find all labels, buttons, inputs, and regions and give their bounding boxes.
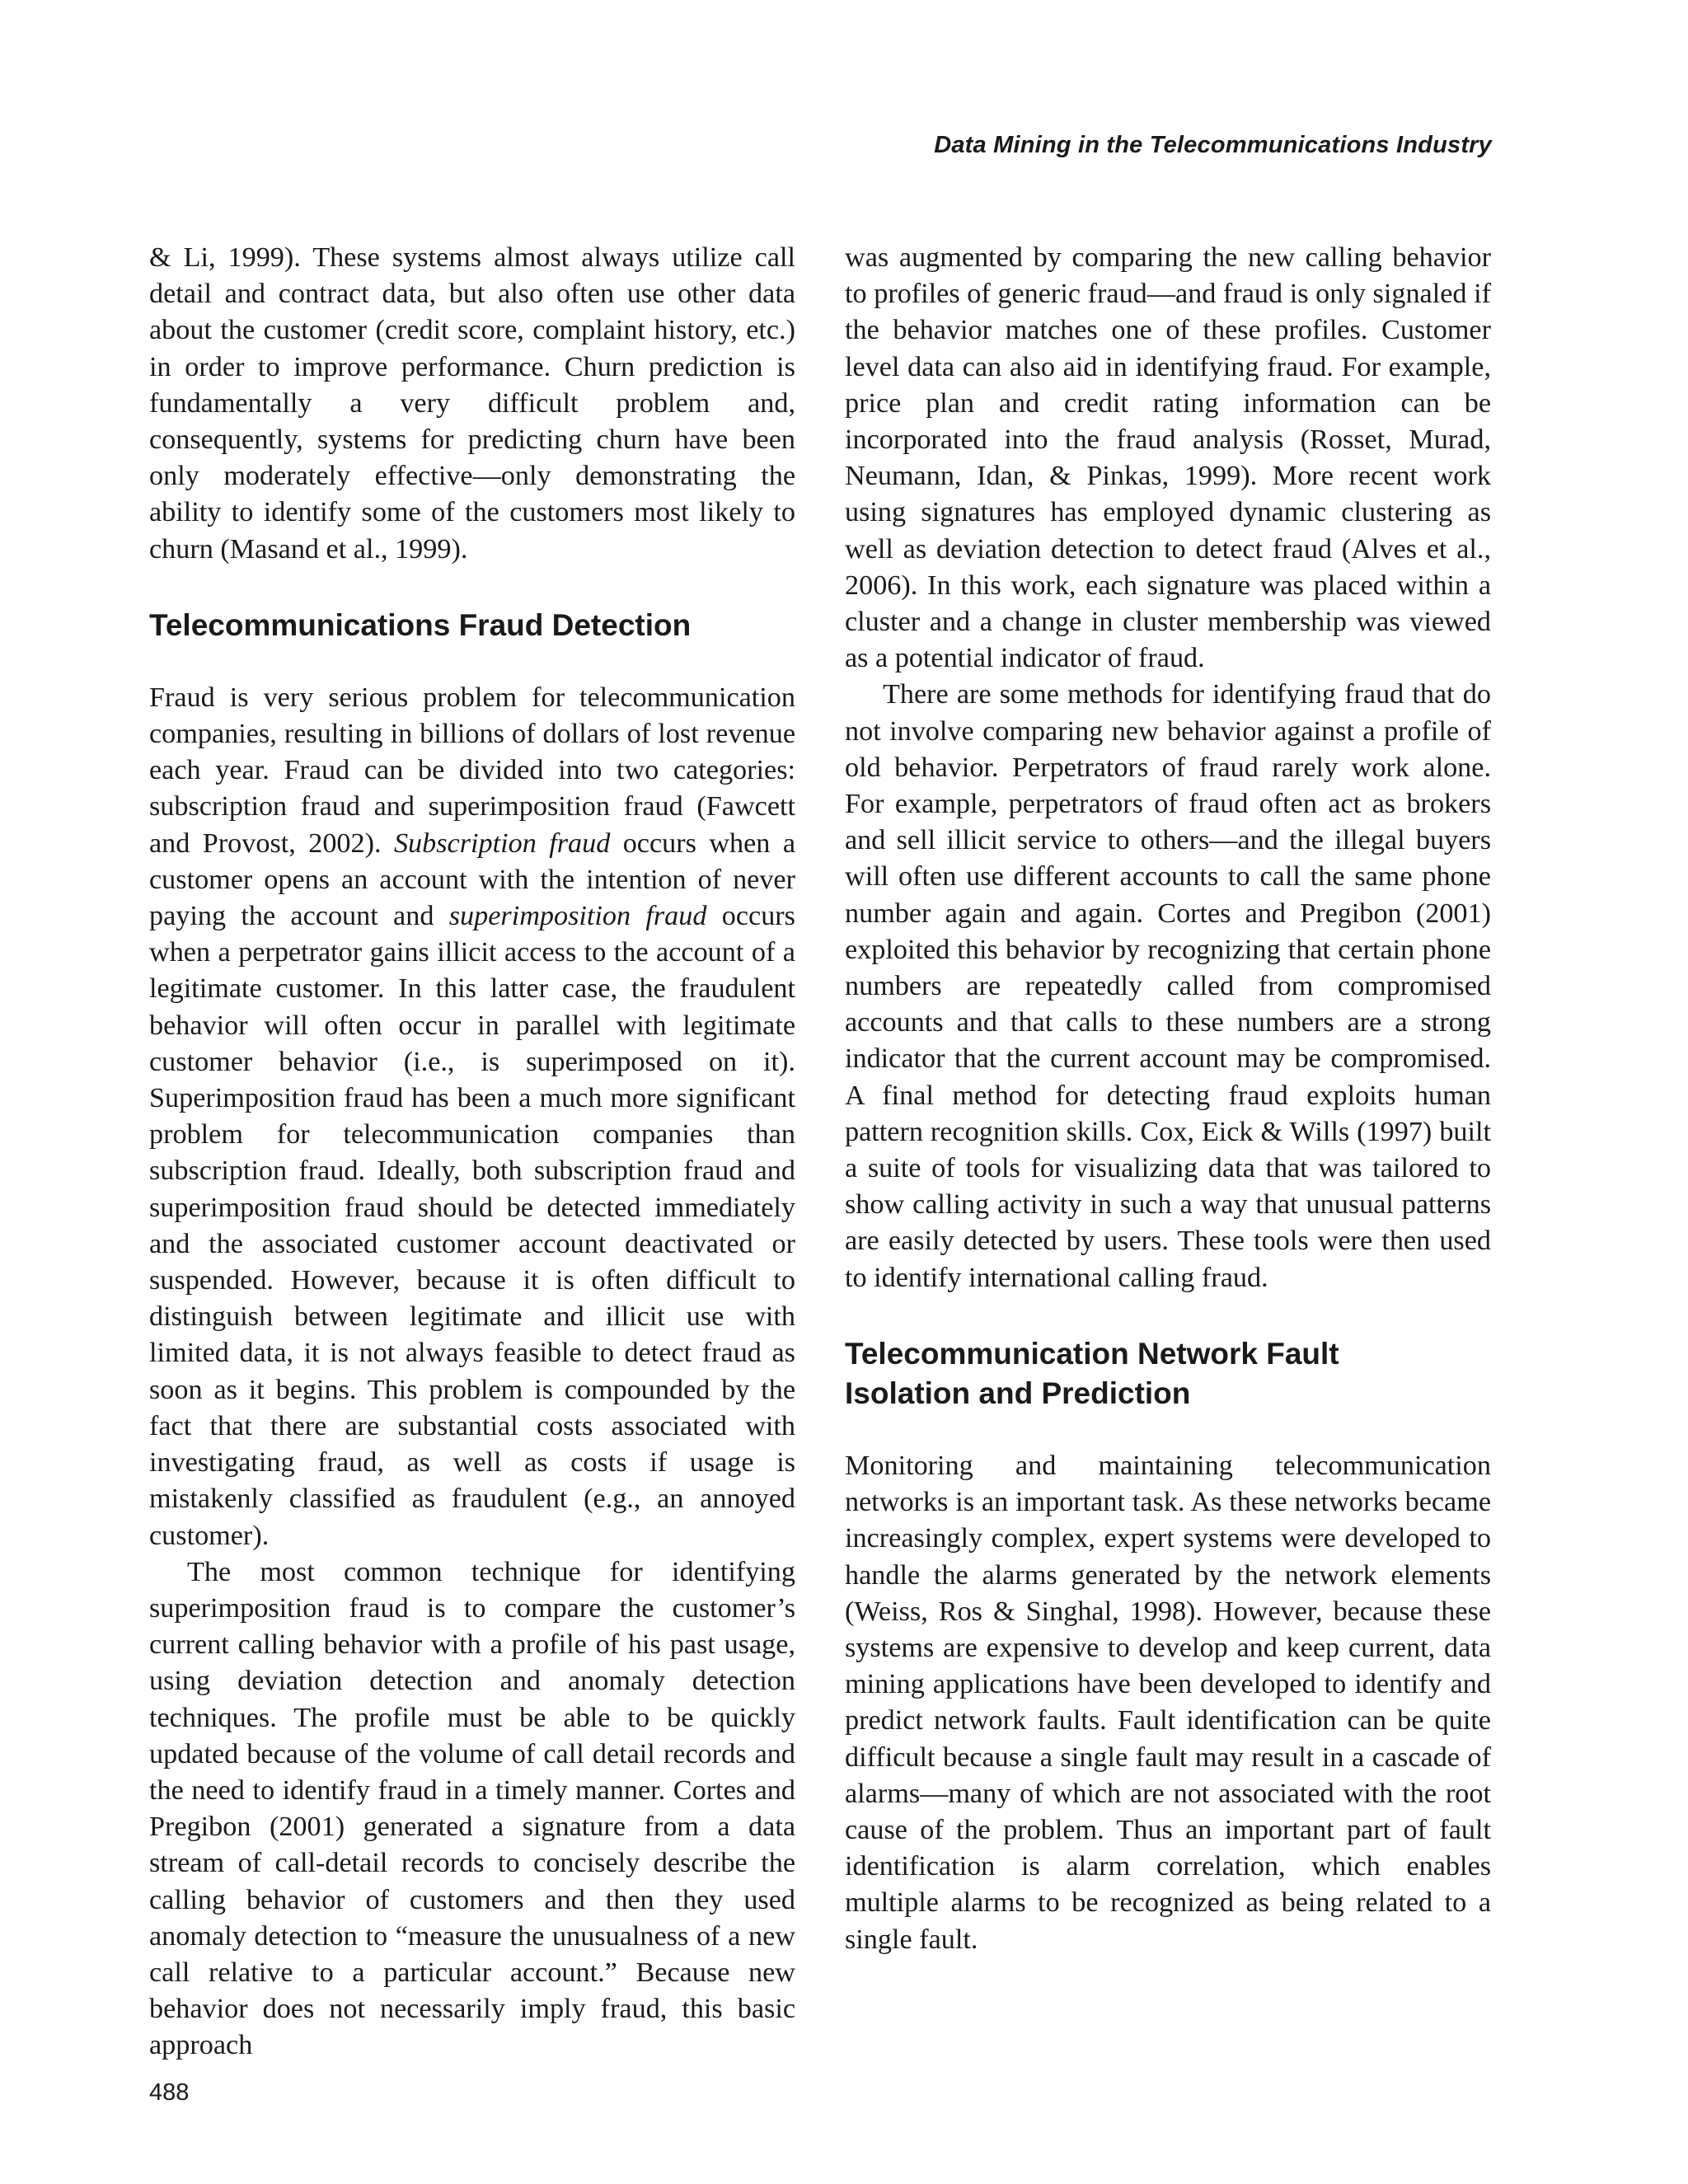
left-column bbox=[149, 240, 795, 2064]
text-span: occurs when a customer opens an account with the intention of never paying the account and bbox=[149, 827, 795, 932]
section-heading-fraud-detection: Telecommunications Fraud Detection bbox=[149, 607, 692, 642]
paragraph-augmented: was augmented by comparing the new calling behavior to profiles of generic fraud—and fraud is only signaled if the behavior matches one of these profiles. Customer level data can also aid in identifying fraud. For example, price plan and credit rating information can be incorporated into the fraud analysis (Rosset, Murad, Neumann, Idan, & Pinkas, 1999). More recent work using signatures has employed dynamic clustering as well as deviation detection to detect fraud (Alves et al., 2006). In this work, each signature was placed within a cluster and a change in cluster membership was viewed as a potential indicator of fraud. bbox=[845, 242, 1491, 674]
paragraph-fraud-intro bbox=[149, 680, 795, 1554]
running-header: Data Mining in the Telecommunications Industry bbox=[934, 132, 1492, 158]
section-heading-network-fault bbox=[845, 1334, 1491, 1413]
term-superimposition-fraud: superimposition fraud bbox=[448, 901, 707, 932]
right-column bbox=[845, 240, 1491, 1958]
term-subscription-fraud: Subscription fraud bbox=[393, 827, 611, 859]
heading-line: Telecommunication Network Fault bbox=[845, 1336, 1339, 1371]
text-span: Fraud is very serious problem for telecommunication companies, resulting in billions of dollars of lost revenue each year. Fraud can be divided into two categories: subscription fraud and superimposition fraud (Fawcett and Provost, 2002). bbox=[149, 682, 795, 859]
paragraph-common-technique: The most common technique for identifying superimposition fraud is to compare the customer’s current calling behavior with a profile of his past usage, using deviation detection and anomaly detection techniques. The profile must be able to be quickly updated because of the volume of call detail records and the need to identify fraud in a timely manner. Cortes and Pregibon (2001) generated a signature from a data stream of call-detail records to concisely describe the calling behavior of customers and then they used anomaly detection to “measure the unusualness of a new call relative to a particular account.” Because new behavior does not necessarily imply fraud, this basic approach bbox=[149, 1556, 795, 2061]
text-span: occurs when a perpetrator gains illicit access to the account of a legitimate customer. In this latter case, the fraudulent behavior will often occur in parallel with legitimate customer behavior (i.e., is superimposed on it). Superimposition fraud has been a much more significant problem for telecommunication companies than subscription fraud. Ideally, both subscription fraud and superimposition fraud should be detected immediately and the associated customer account deactivated or suspended. However, because it is often difficult to distinguish between legitimate and illicit use with limited data, it is not always feasible to detect fraud as soon as it begins. This problem is compounded by the fact that there are substantial costs associated with investigating fraud, as well as costs if usage is mistakenly classified as fraudulent (e.g., an annoyed customer). bbox=[149, 901, 795, 1551]
paragraph-other-methods: There are some methods for identifying fraud that do not involve comparing new behavior against a profile of old behavior. Perpetrators of fraud rarely work alone. For example, perpetrators of fraud often act as brokers and sell illicit service to others—and the illegal buyers will often use different accounts to call the same phone number again and again. Cortes and Pregibon (2001) exploited this behavior by recognizing that certain phone numbers are repeatedly called from compromised accounts and that calls to these numbers are a strong indicator that the current account may be compromised. A final method for detecting fraud exploits human pattern recognition skills. Cox, Eick & Wills (1997) built a suite of tools for visualizing data that was tailored to show calling activity in such a way that unusual patterns are easily detected by users. These tools were then used to identify international calling fraud. bbox=[845, 679, 1491, 1293]
heading-line: Isolation and Prediction bbox=[845, 1376, 1191, 1410]
paragraph-monitoring: Monitoring and maintaining telecommunication networks is an important task. As these networks became increasingly complex, expert systems were developed to handle the alarms generated by the network elements (Weiss, Ros & Singhal, 1998). However, because these systems are expensive to develop and keep current, data mining applications have been developed to identify and predict network faults. Fault identification can be quite difficult because a single fault may result in a cascade of alarms—many of which are not associated with the root cause of the problem. Thus an important part of fault identification is alarm correlation, which enables multiple alarms to be recognized as being related to a single fault. bbox=[845, 1450, 1491, 1955]
paragraph-churn-continued: & Li, 1999). These systems almost always utilize call detail and contract data, but also often use other data about the customer (credit score, complaint history, etc.) in order to improve performance. Churn prediction is fundamentally a very difficult problem and, consequently, systems for predicting churn have been only moderately effective—only demonstrating the ability to identify some of the customers most likely to churn (Masand et al., 1999). bbox=[149, 242, 795, 565]
page-number: 488 bbox=[149, 2079, 190, 2106]
